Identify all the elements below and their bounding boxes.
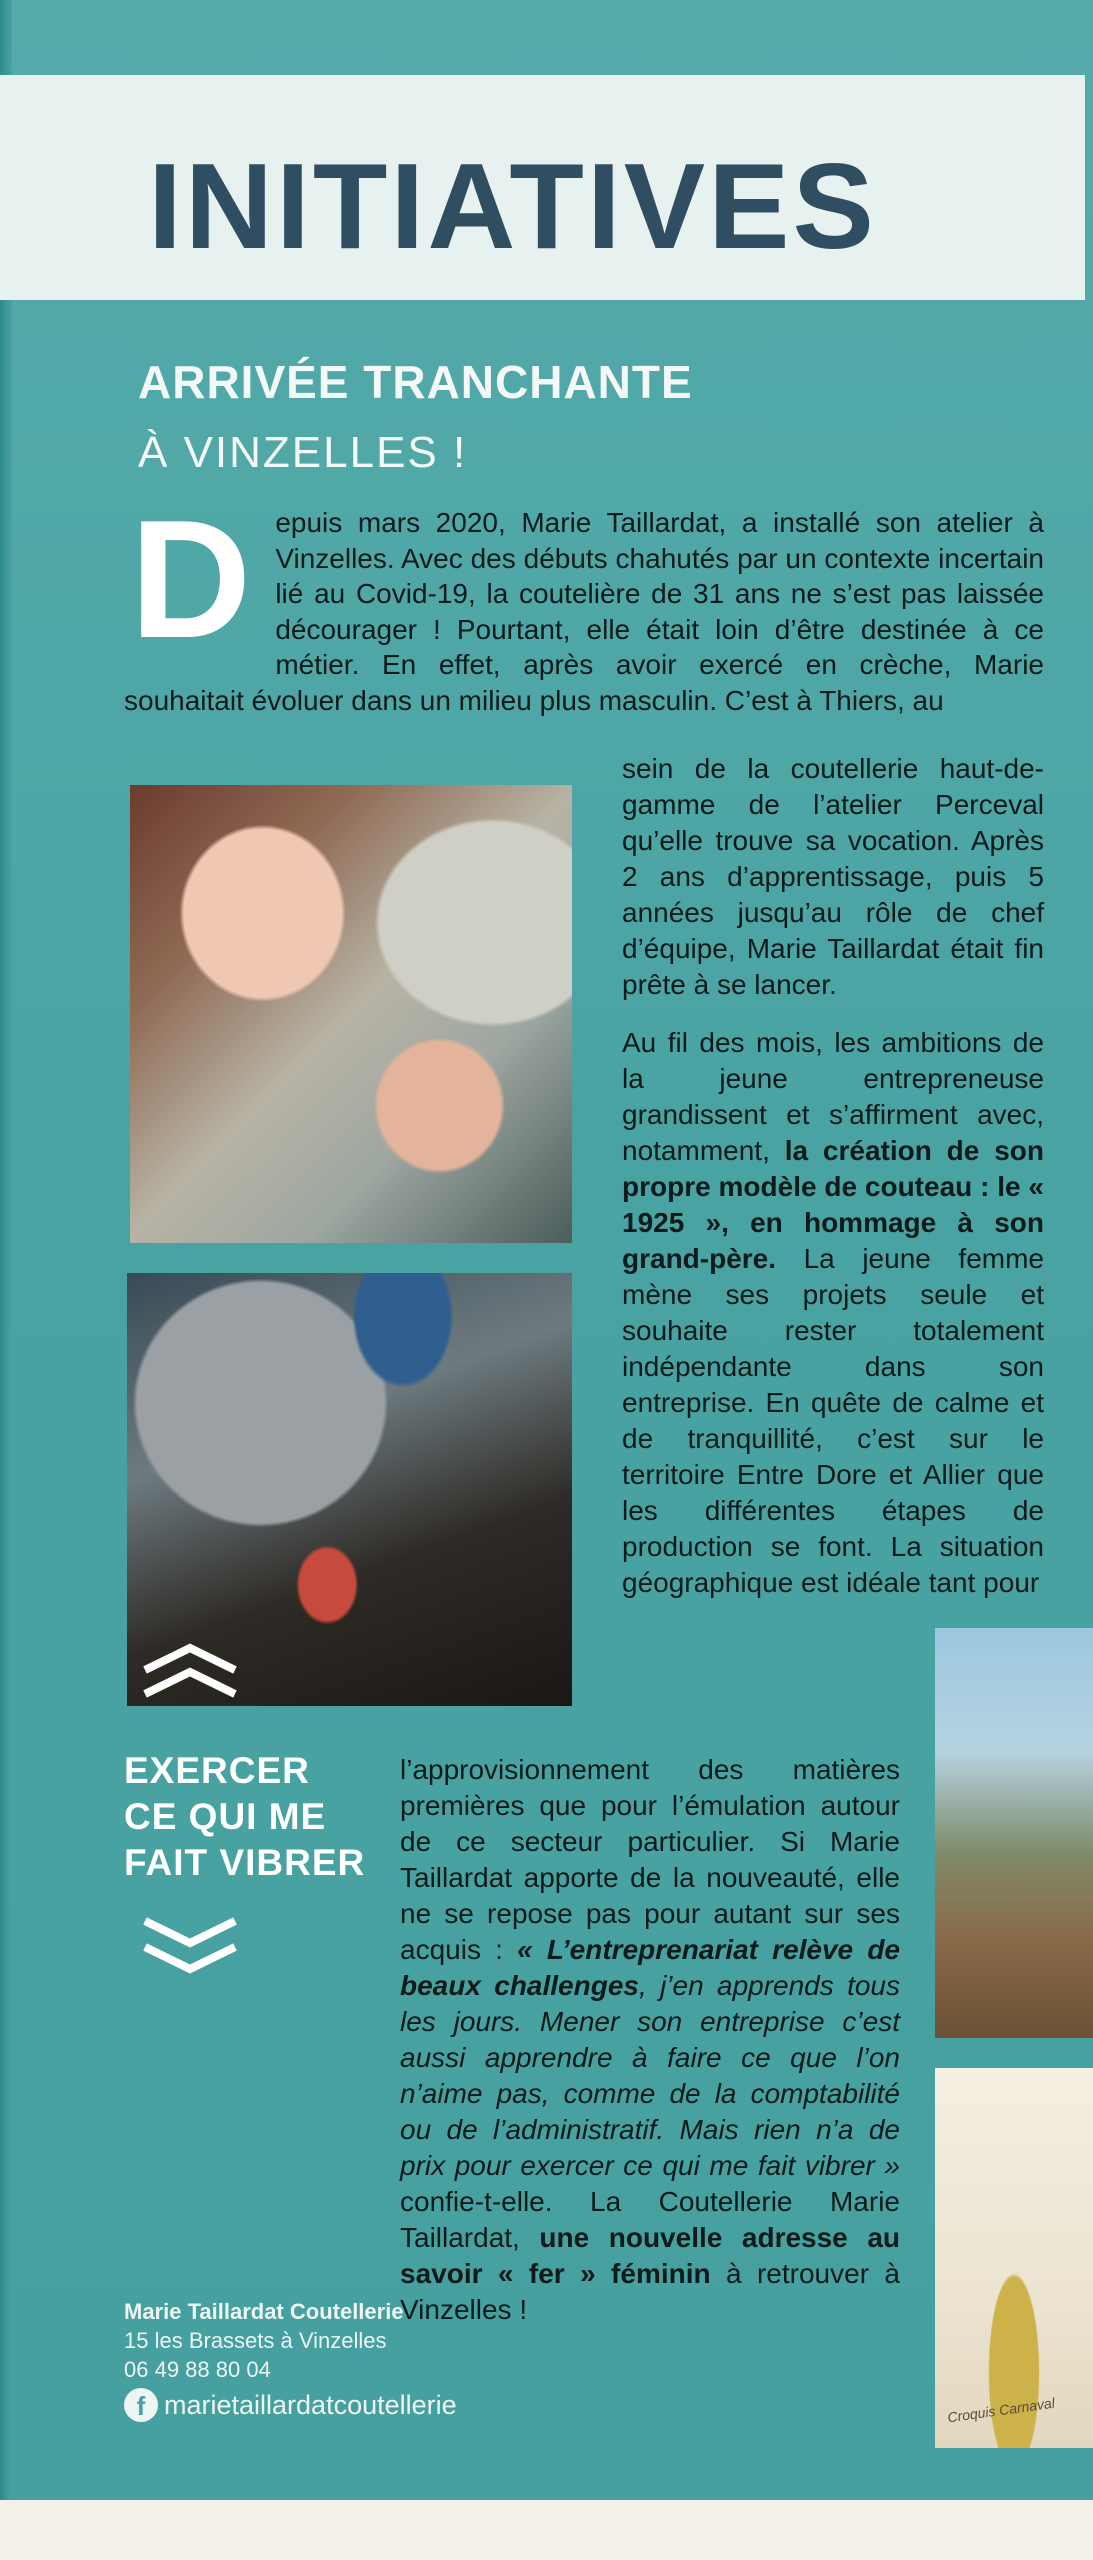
- photo-sketch: [935, 2068, 1093, 2448]
- header-band: [0, 75, 1085, 300]
- page-bottom-margin: [0, 2500, 1093, 2560]
- article-intro: [124, 485, 1044, 718]
- paragraph-ambitions: Au fil des mois, les ambitions de la jeune entrepreneuse grandissent et s’affirment avec, notamment, la création de son propre modèle de couteau : le « 1925 », en hommage à son grand-père. La jeune femme mène ses projets seule et souhaite rester totalement indépendante dans son entreprise. En quête de calme et de tranquillité, c’est sur le territoire Entre Dore et Allier que les différentes étapes de production se font. La situation géographique est idéale tant pour: [622, 1027, 1044, 1598]
- section-title: INITIATIVES: [148, 138, 877, 274]
- quote-highlight: « L’entreprenariat relève de beaux challenges: [400, 1934, 900, 2001]
- photo-workshop-outdoor: [935, 1628, 1093, 2038]
- chevron-up-icon: [135, 1640, 245, 1700]
- contact-phone: 06 49 88 80 04: [124, 2357, 271, 2382]
- sketch-caption: Croquis Carnaval: [946, 2394, 1056, 2426]
- page-edge: [0, 0, 12, 2560]
- article-col-top: [622, 751, 1044, 1623]
- contact-name: Marie Taillardat Coutellerie: [124, 2299, 404, 2324]
- article-col-bottom: [124, 1752, 900, 2350]
- photo-marie-smiling: [130, 785, 572, 1243]
- contact-address: 15 les Brassets à Vinzelles: [124, 2328, 387, 2353]
- drop-cap: D: [130, 485, 252, 673]
- contact-block: [124, 2297, 457, 2422]
- paragraph-conclusion: l’approvisionnement des matières premières que pour l’émulation autour de ce secteur particulier. Si Marie Taillardat apporte de la nouveauté, elle ne se repose pas pour autant sur ses acquis : « L’entreprenariat relève de beaux challenges, j’en apprends tous les jours. Mener son entreprise c’est aussi apprendre à faire ce que l’on n’aime pas, comme de la comptabilité ou de l’administratif. Mais rien n’a de prix pour exercer ce qui me fait vibrer » confie-t-elle. La Coutellerie Marie Taillardat, une nouvelle adresse au savoir « fer » féminin à retrouver à Vinzelles !: [400, 1754, 901, 2325]
- pull-quote: EXERCER CE QUI ME FAIT VIBRER: [124, 1750, 366, 1883]
- paragraph-vocation: sein de la coutellerie haut-de-gamme de l’atelier Perceval qu’elle trouve sa vocation. Après 2 ans d’apprentissage, puis 5 années jusqu’au rôle de chef d’équipe, Marie Taillardat était fin prête à se lancer.: [622, 753, 1044, 1000]
- facebook-link[interactable]: [124, 2388, 457, 2422]
- headline-line1: ARRIVÉE TRANCHANTE: [138, 356, 693, 408]
- highlight-nouvelle-adresse: une nouvelle adresse au savoir « fer » féminin: [400, 2222, 900, 2289]
- facebook-handle: marietaillardatcoutellerie: [164, 2389, 457, 2420]
- facebook-icon: f: [124, 2388, 158, 2422]
- highlight-1925: la création de son propre modèle de couteau : le « 1925 », en hommage à son grand-père.: [622, 1135, 1044, 1274]
- headline-line2: À VINZELLES !: [138, 428, 468, 477]
- intro-paragraph: epuis mars 2020, Marie Taillardat, a installé son atelier à Vinzelles. Avec des débuts chahutés par un contexte incertain lié au Covid-19, la coutelière de 31 ans ne s’est pas laissée décourager ! Pourtant, elle était loin d’être destinée à ce métier. En effet, après avoir exercé en crèche, Marie souhaitait évoluer dans un milieu plus masculin. C’est à Thiers, au: [124, 507, 1044, 716]
